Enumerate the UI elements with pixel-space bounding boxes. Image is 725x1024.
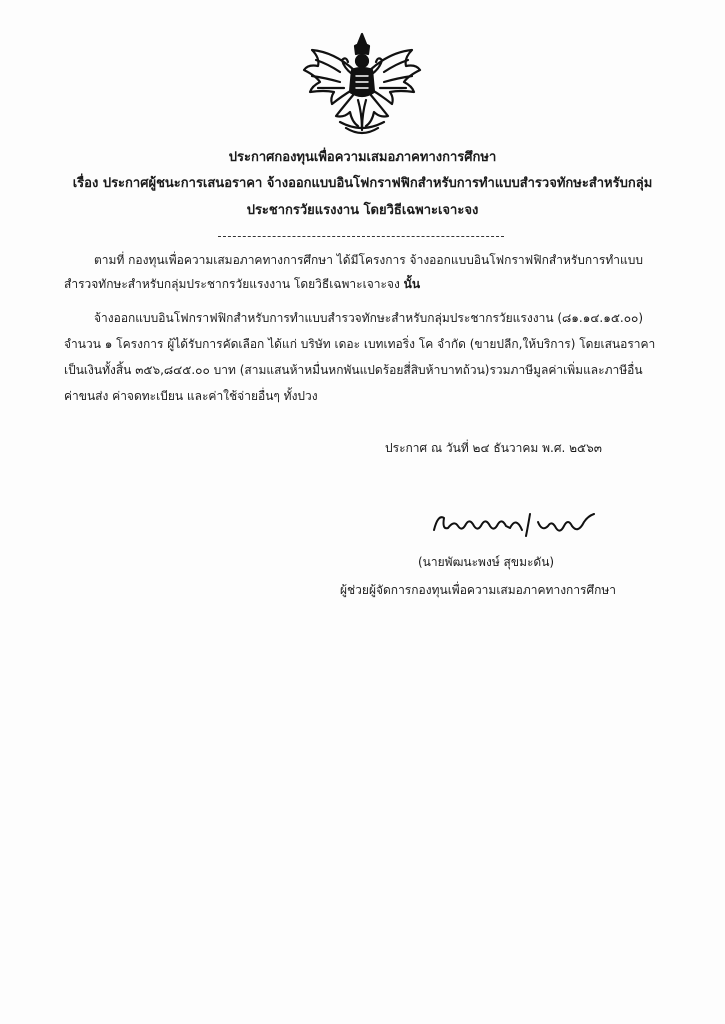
signer-name: (นายพัฒนะพงษ์ สุขมะดัน) xyxy=(418,555,555,569)
subject-line-1: เรื่อง ประกาศผู้ชนะการเสนอราคา จ้างออกแบบอินโฟกราฟฟิกสำหรับการทำแบบสำรวจทักษะสำหรับกลุ่ม xyxy=(72,176,653,191)
divider-line xyxy=(218,236,504,237)
document-title: ประกาศกองทุนเพื่อความเสมอภาคทางการศึกษา xyxy=(228,150,497,165)
paragraph-1-line-1: ตามที่ กองทุนเพื่อความเสมอภาคทางการศึกษา ได้มีโครงการ จ้างออกแบบอินโฟกราฟฟิกสำหรับการทำแบบ xyxy=(94,253,643,267)
signer-title: ผู้ช่วยผู้จัดการกองทุนเพื่อความเสมอภาคทางการศึกษา xyxy=(340,583,617,597)
paragraph-2-line-4: ค่าขนส่ง ค่าจดทะเบียน และค่าใช้จ่ายอื่นๆ ทั้งปวง xyxy=(64,389,318,403)
paragraph-1-line-2 xyxy=(64,276,420,292)
handwritten-signature-icon xyxy=(430,508,600,540)
paragraph-2-line-3: เป็นเงินทั้งสิ้น ๓๕๖,๘๔๕.๐๐ บาท (สามแสนห้าหมื่นหกพันแปดร้อยสี่สิบห้าบาทถ้วน)รวมภาษีมูลค่าเพิ่มและภาษีอื่น xyxy=(64,363,643,377)
paragraph-2-line-1: จ้างออกแบบอินโฟกราฟฟิกสำหรับการทำแบบสำรวจทักษะสำหรับกลุ่มประชากรวัยแรงงาน (๘๑.๑๔.๑๕.๐๐) xyxy=(94,311,644,325)
paragraph-2-line-2: จำนวน ๑ โครงการ ผู้ได้รับการคัดเลือก ได้แก่ บริษัท เดอะ เบทเทอริ่ง โค จำกัด (ขายปลีก,ให้บริการ) โดยเสนอราคา xyxy=(64,337,656,351)
garuda-emblem-icon xyxy=(300,30,425,140)
subject-line-2: ประชากรวัยแรงงาน โดยวิธีเฉพาะเจาะจง xyxy=(246,203,479,218)
paragraph-1-line-2-text: สำรวจทักษะสำหรับกลุ่มประชากรวัยแรงงาน โดยวิธีเฉพาะเจาะจง xyxy=(64,277,400,291)
paragraph-1-end: นั้น xyxy=(403,277,421,291)
announcement-date: ประกาศ ณ วันที่ ๒๔ ธันวาคม พ.ศ. ๒๕๖๓ xyxy=(385,441,602,455)
